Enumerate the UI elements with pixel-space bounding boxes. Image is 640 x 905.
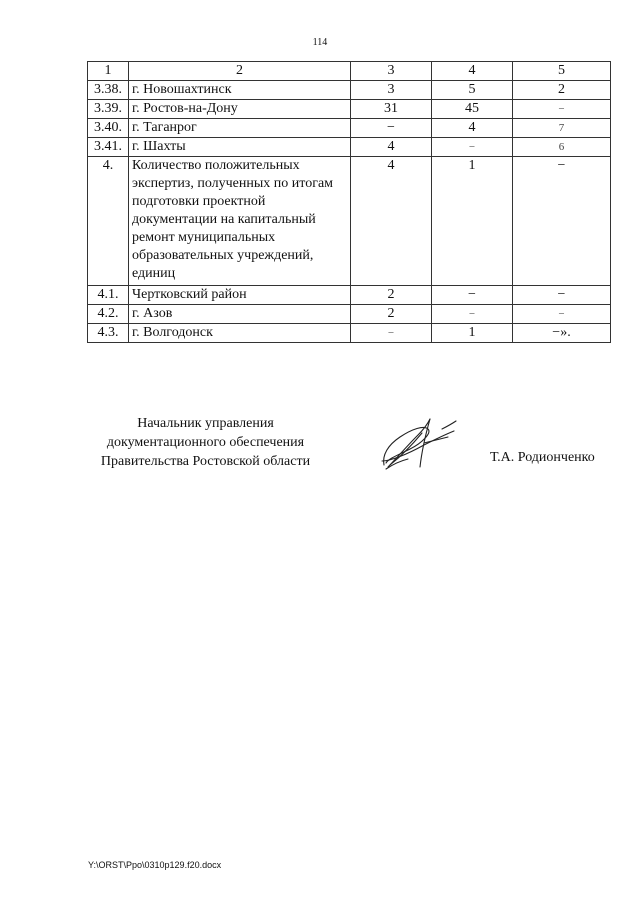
table-row [88, 305, 611, 324]
header-cell: 5 [513, 62, 611, 81]
signer-title [88, 414, 323, 471]
row-value: − [513, 157, 611, 286]
row-number: 3.38. [88, 81, 129, 100]
signer-title-line: Правительства Ростовской области [100, 454, 311, 469]
page-number: 114 [312, 37, 328, 48]
row-number: 4. [88, 157, 129, 286]
row-name: г. Ростов-на-Дону [129, 100, 351, 119]
data-table [87, 61, 611, 343]
table-row [88, 157, 611, 286]
header-cell: 1 [88, 62, 129, 81]
row-number: 4.2. [88, 305, 129, 324]
table-row [88, 100, 611, 119]
table-row [88, 119, 611, 138]
footer-file-path: Y:\ORST\Ppo\0310p129.f20.docx [88, 860, 222, 870]
row-number: 3.39. [88, 100, 129, 119]
row-number: 3.41. [88, 138, 129, 157]
row-value: − [432, 305, 513, 324]
header-cell: 3 [351, 62, 432, 81]
row-value: − [432, 138, 513, 157]
table-row [88, 138, 611, 157]
signer-title-line: документационного обеспечения [106, 435, 305, 450]
row-number: 4.1. [88, 286, 129, 305]
row-value: 2 [513, 81, 611, 100]
handwritten-signature [378, 415, 460, 471]
row-value: 45 [432, 100, 513, 119]
row-value: 4 [432, 119, 513, 138]
row-value: − [351, 324, 432, 343]
row-value: 5 [432, 81, 513, 100]
row-name: г. Азов [129, 305, 351, 324]
header-cell: 2 [129, 62, 351, 81]
row-value: 7 [513, 119, 611, 138]
row-value: − [513, 100, 611, 119]
row-value: 4 [351, 157, 432, 286]
table-row [88, 81, 611, 100]
row-name: Чертковский район [129, 286, 351, 305]
row-value: −». [513, 324, 611, 343]
row-number: 3.40. [88, 119, 129, 138]
row-value: − [432, 286, 513, 305]
row-name: г. Шахты [129, 138, 351, 157]
row-value: 2 [351, 305, 432, 324]
table-row [88, 324, 611, 343]
row-value: 3 [351, 81, 432, 100]
row-name: Количество положительных экспертиз, полученных по итогам подготовки проектной документации на капитальный ремонт муниципальных образовательных учреждений, единиц [129, 157, 351, 286]
header-cell: 4 [432, 62, 513, 81]
row-value: − [513, 305, 611, 324]
row-value: − [513, 286, 611, 305]
row-number: 4.3. [88, 324, 129, 343]
row-value: 2 [351, 286, 432, 305]
table-row [88, 286, 611, 305]
row-name: г. Волгодонск [129, 324, 351, 343]
row-name: г. Таганрог [129, 119, 351, 138]
table-header-row [88, 62, 611, 81]
row-value: − [351, 119, 432, 138]
row-value: 1 [432, 157, 513, 286]
signer-name: Т.А. Родионченко [490, 450, 595, 465]
row-value: 6 [513, 138, 611, 157]
row-value: 31 [351, 100, 432, 119]
row-value: 1 [432, 324, 513, 343]
row-name: г. Новошахтинск [129, 81, 351, 100]
row-value: 4 [351, 138, 432, 157]
signer-title-line: Начальник управления [137, 416, 274, 431]
